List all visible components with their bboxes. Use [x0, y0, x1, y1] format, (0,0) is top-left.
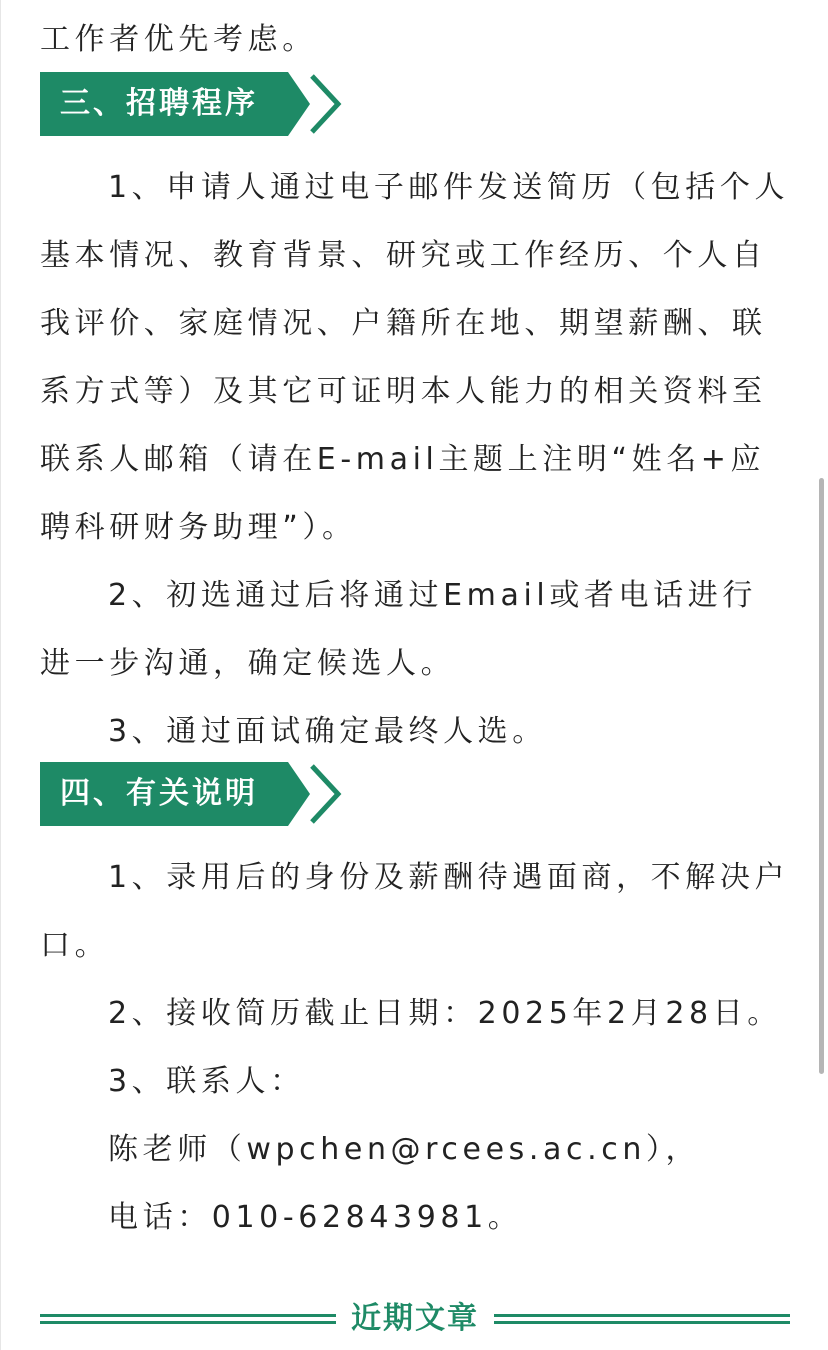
- section-header-notes: [40, 762, 350, 826]
- recruitment-step-2: 2、初选通过后将通过Email或者电话进行进一步沟通，确定候选人。: [40, 578, 757, 681]
- vertical-scrollbar[interactable]: [819, 478, 824, 1074]
- section-title: 四、有关说明: [60, 776, 258, 811]
- page-edge: [0, 0, 1, 1350]
- intro-tail-text: 工作者优先考虑。: [40, 22, 317, 57]
- note-2-deadline: 2、接收简历截止日期：2025年2月28日。: [108, 996, 782, 1031]
- section-header-recruitment-process: [40, 72, 350, 136]
- note-1: 1、录用后的身份及薪酬待遇面商，不解决户口。: [40, 860, 790, 963]
- recent-articles-header: [40, 1300, 790, 1342]
- recruitment-step-1: 1、申请人通过电子邮件发送简历（包括个人基本情况、教育背景、研究或工作经历、个人自我评价、家庭情况、户籍所在地、期望薪酬、联系方式等）及其它可证明本人能力的相关资料至联系人邮箱（请在E-mail主题上注明“姓名+应聘科研财务助理”）。: [40, 170, 790, 545]
- section-title: 三、招聘程序: [60, 86, 258, 121]
- contact-person-email[interactable]: 陈老师（wpchen@rcees.ac.cn），: [108, 1132, 701, 1167]
- recent-articles-title[interactable]: 近期文章: [351, 1301, 479, 1336]
- chevron-right-icon: [302, 762, 342, 826]
- contact-phone[interactable]: 电话：010-62843981。: [108, 1200, 523, 1235]
- recruitment-step-3: 3、通过面试确定最终人选。: [108, 714, 547, 749]
- note-3-contact-label: 3、联系人：: [108, 1064, 305, 1099]
- chevron-right-icon: [302, 72, 342, 136]
